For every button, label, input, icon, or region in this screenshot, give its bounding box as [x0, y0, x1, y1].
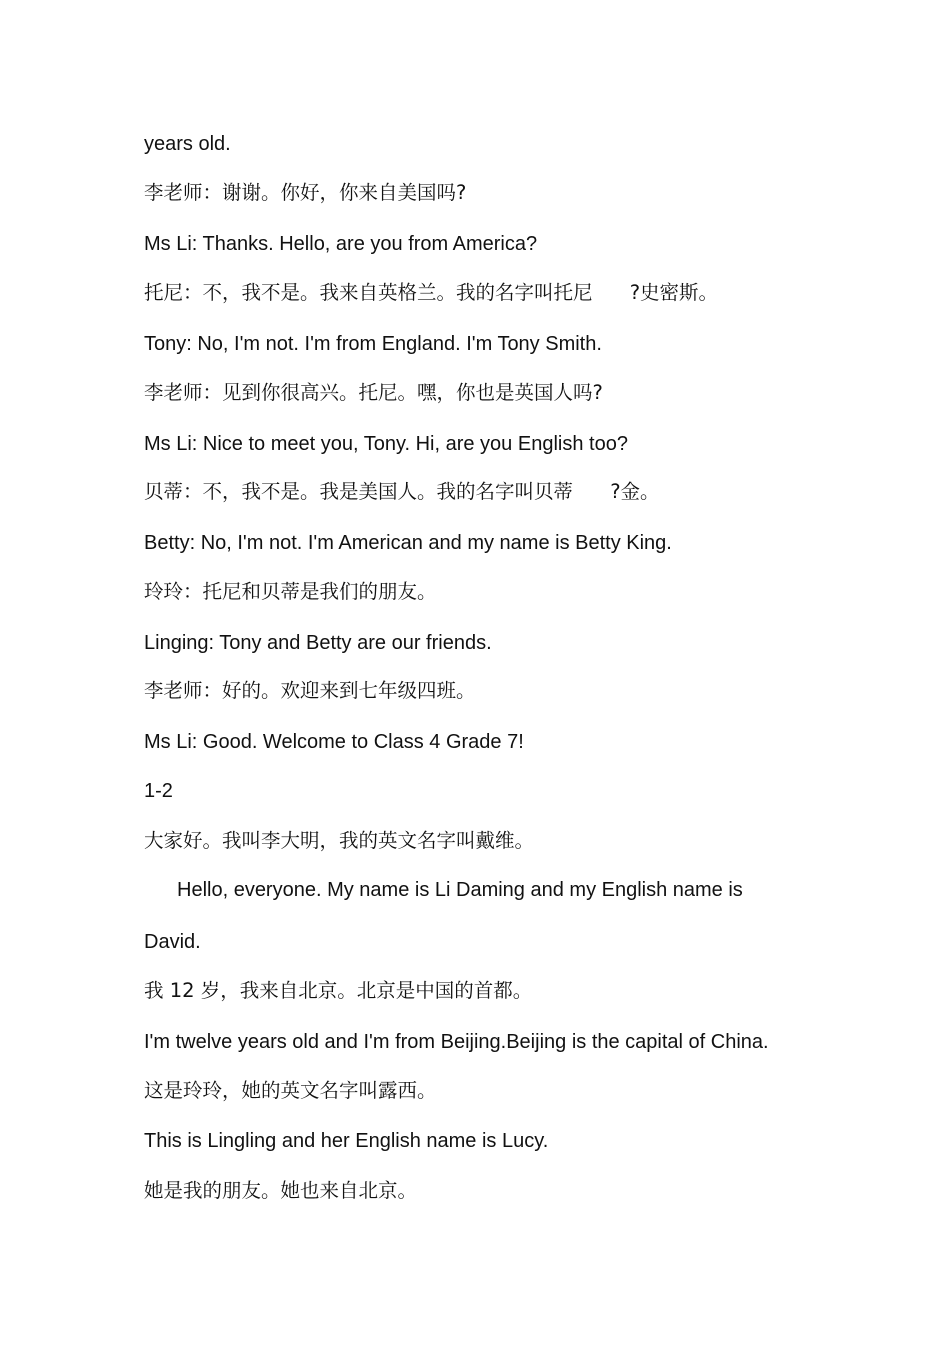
text-line: Tony: No, I'm not. I'm from England. I'm Tony Smith.: [144, 333, 602, 355]
text-line: 李老师：谢谢。你好，你来自美国吗?: [144, 181, 467, 204]
text-line: 她是我的朋友。她也来自北京。: [144, 1179, 418, 1202]
text-line: Ms Li: Nice to meet you, Tony. Hi, are you English too?: [144, 433, 628, 455]
text-line: 托尼：不，我不是。我来自英格兰。我的名字叫托尼 ?史密斯。: [144, 281, 719, 304]
text-line: 大家好。我叫李大明，我的英文名字叫戴维。: [144, 829, 535, 852]
text-line: Hello, everyone. My name is Li Daming and my English name is: [177, 879, 743, 901]
text-line: years old.: [144, 133, 231, 155]
text-line: 李老师：好的。欢迎来到七年级四班。: [144, 679, 476, 702]
text-line: This is Lingling and her English name is Lucy.: [144, 1130, 549, 1152]
text-line: Ms Li: Thanks. Hello, are you from America?: [144, 233, 538, 255]
text-line: 我 12 岁，我来自北京。北京是中国的首都。: [144, 979, 533, 1002]
text-line: 玲玲：托尼和贝蒂是我们的朋友。: [144, 580, 437, 603]
text-line: David.: [144, 931, 201, 953]
text-line: I'm twelve years old and I'm from Beijing.Beijing is the capital of China.: [144, 1031, 769, 1053]
text-line: Betty: No, I'm not. I'm American and my name is Betty King.: [144, 532, 672, 554]
text-line: 贝蒂：不，我不是。我是美国人。我的名字叫贝蒂 ?金。: [144, 480, 660, 503]
text-line: 这是玲玲，她的英文名字叫露西。: [144, 1079, 437, 1102]
text-line: 李老师：见到你很高兴。托尼。嘿，你也是英国人吗?: [144, 381, 603, 404]
text-line: Linging: Tony and Betty are our friends.: [144, 632, 492, 654]
section-number: 1-2: [144, 780, 173, 802]
text-line: Ms Li: Good. Welcome to Class 4 Grade 7!: [144, 731, 524, 753]
